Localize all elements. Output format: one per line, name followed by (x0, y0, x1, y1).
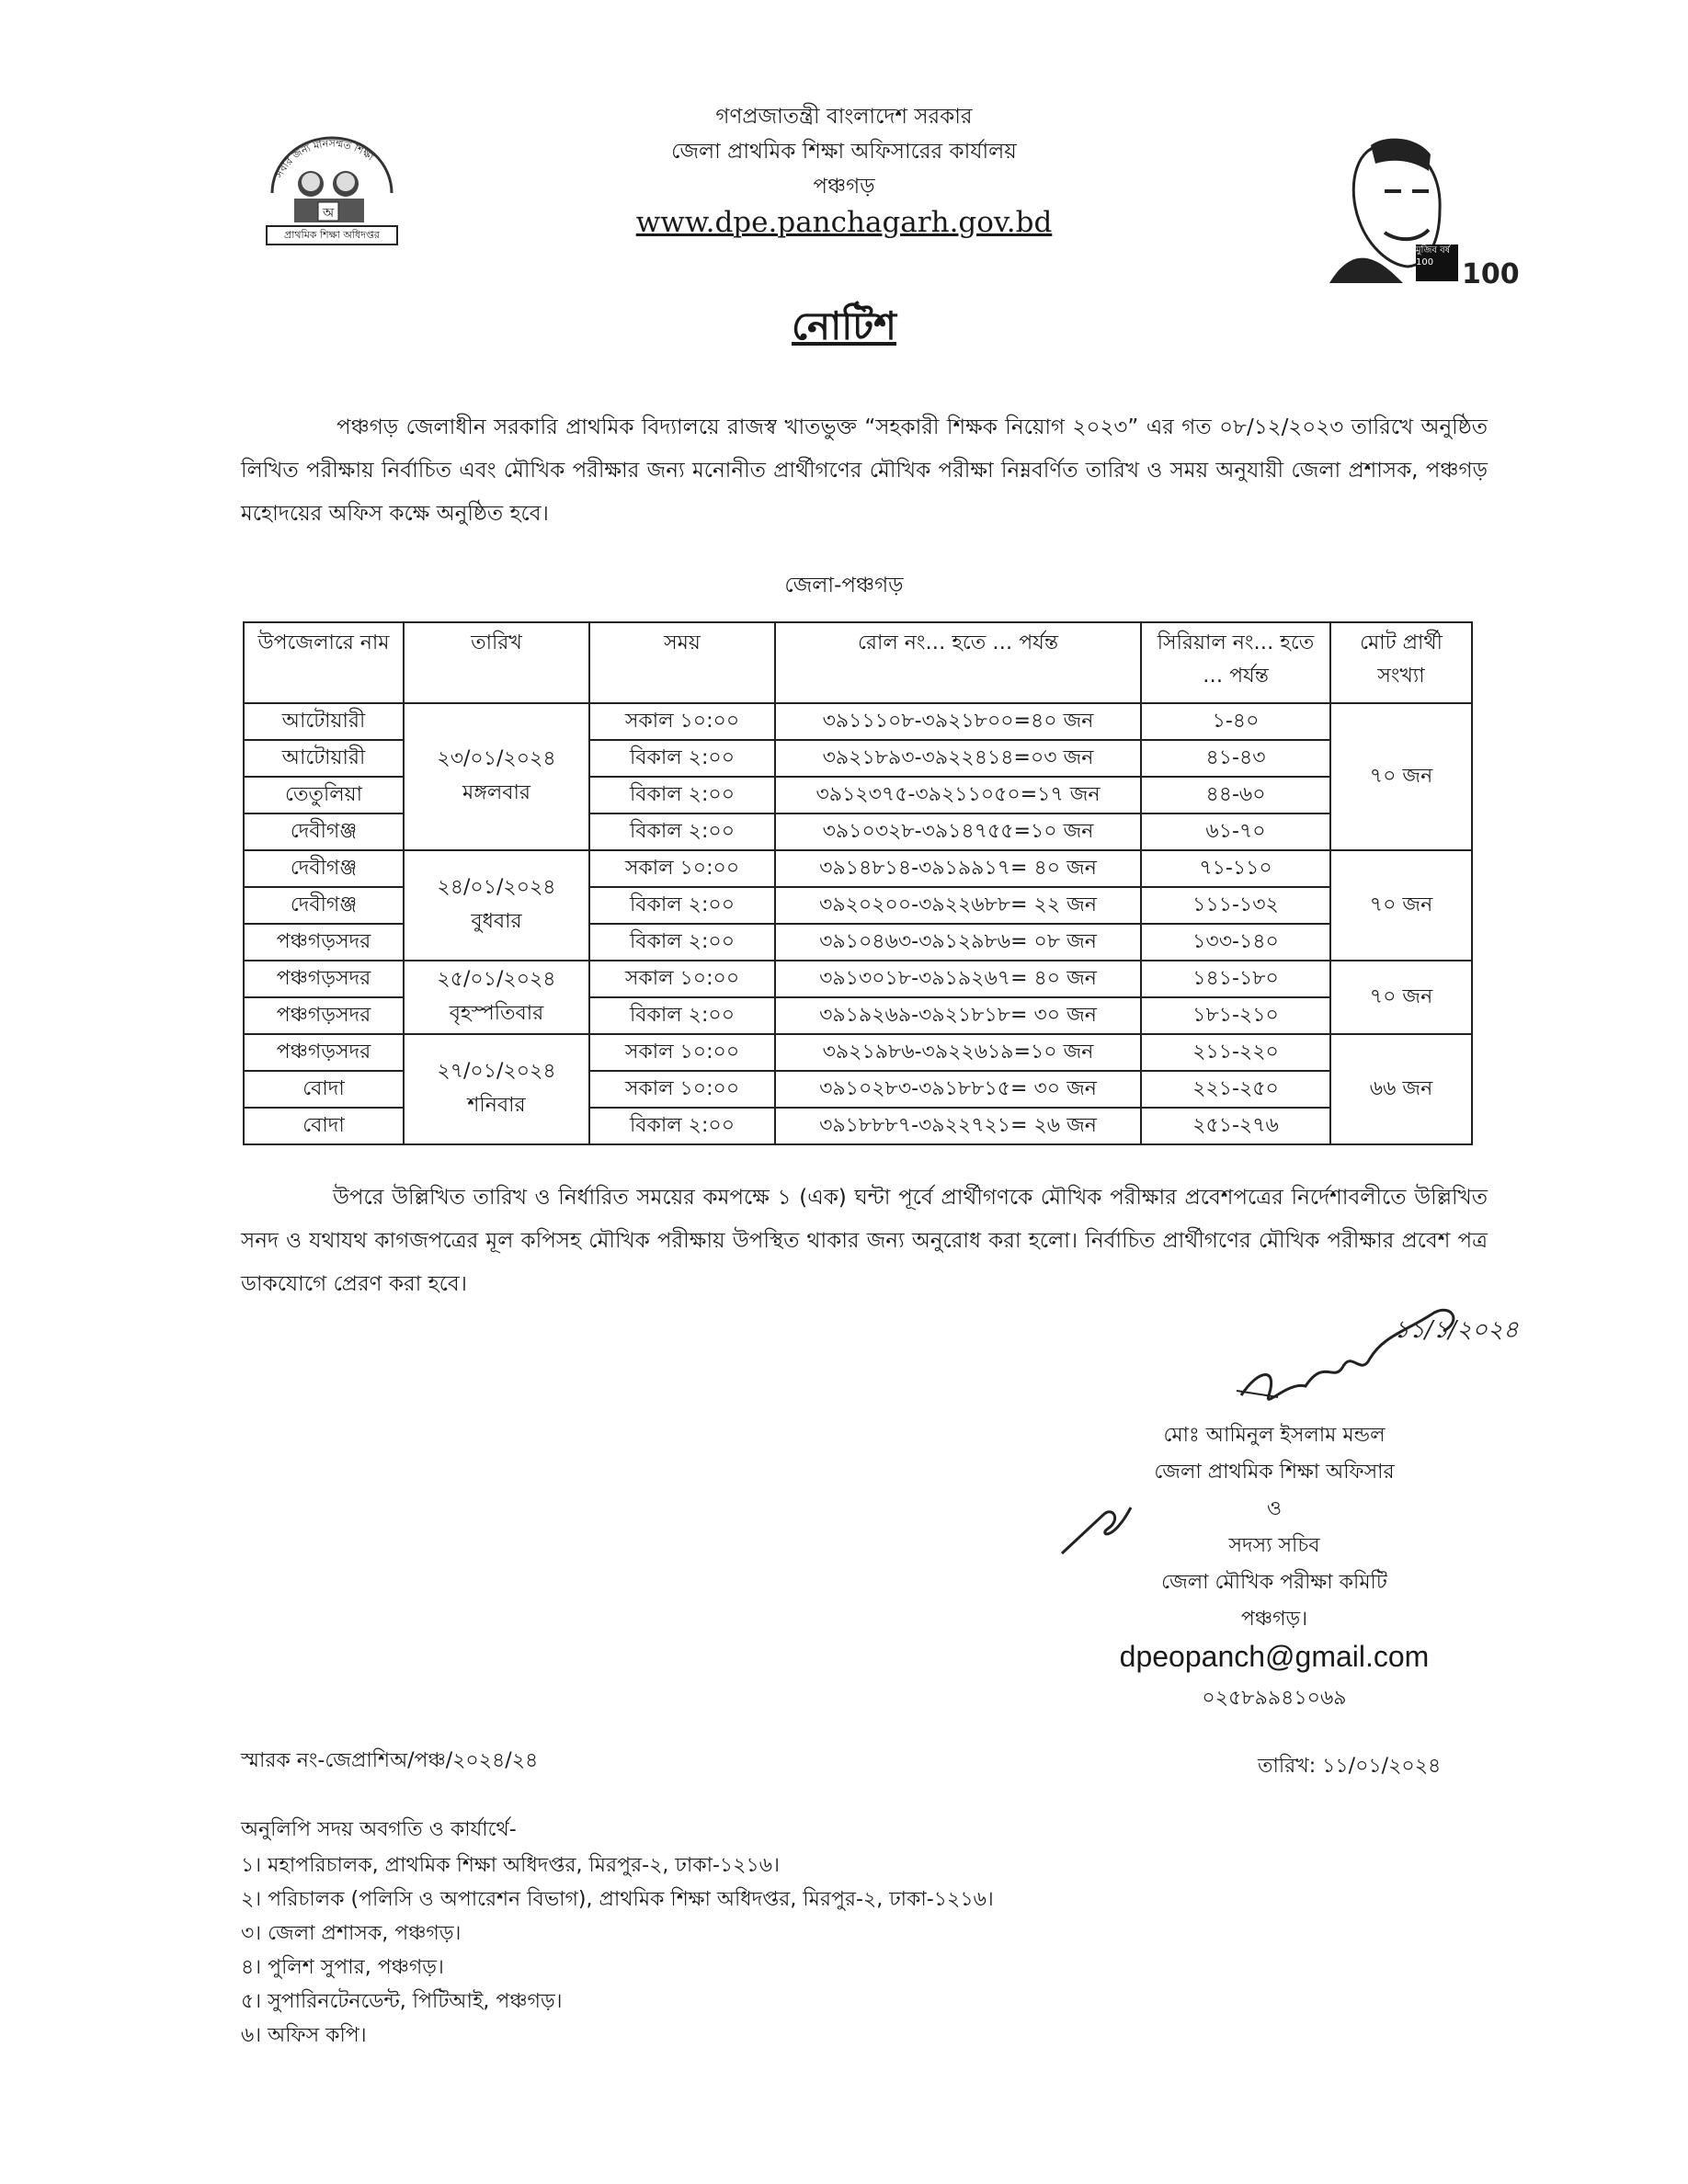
roll-cell: ৩৯১০৩২৮-৩৯১৪৭৫৫=১০ জন (775, 813, 1141, 850)
roll-cell: ৩৯২০২০০-৩৯২২৬৮৮= ২২ জন (775, 887, 1141, 924)
table-row (244, 703, 1472, 740)
upazila-cell: আটোয়ারী (244, 703, 404, 740)
total-cell: ৭০ জন (1330, 961, 1472, 1034)
date-value: ২৩/০১/২০২৪ (437, 747, 556, 770)
day-value: বৃহস্পতিবার (449, 1002, 544, 1025)
copy-list-item: ৪। পুলিশ সুপার, পঞ্চগড়। (241, 1956, 444, 1979)
time-cell: সকাল ১০:০০ (589, 850, 775, 887)
svg-text:সবার জন্য মানসম্মত শিক্ষা: সবার জন্য মানসম্মত শিক্ষা (273, 137, 376, 180)
date-value: ২৪/০১/২০২৪ (437, 876, 556, 899)
serial-cell: ২৫১-২৭৬ (1141, 1108, 1330, 1144)
day-value: মঙ্গলবার (462, 781, 530, 804)
district-label: জেলা-পঞ্চগড় (784, 574, 904, 597)
serial-cell: ৪৪-৬০ (1141, 777, 1330, 813)
instruction-paragraph: উপরে উল্লিখিত তারিখ ও নির্ধারিত সময়ের কমপক্ষে ১ (এক) ঘন্টা পূর্বে প্রার্থীগণকে মৌখিক পরীক্ষার প্রবেশপত্রের নির্দেশাবলীতে উল্লিখিত সনদ ও যথাযথ কাগজপত্রের মূল কপিসহ মৌখিক পরীক্ষায় উপস্থিত থাকার জন্য অনুরোধ করা হলো। নির্বাচিত প্রার্থীগণের মৌখিক পরীক্ষার প্রবেশ পত্র ডাকযোগে প্রেরণ করা হবে। (241, 1186, 1488, 1296)
government-name: গণপ্রজাতন্ত্রী বাংলাদেশ সরকার (715, 105, 973, 129)
table-row (244, 850, 1472, 887)
col-header-total: মোট প্রার্থী সংখ্যা (1330, 622, 1472, 703)
upazila-cell: দেবীগঞ্জ (244, 850, 404, 887)
contact-phone: ০২৫৮৯৯৪১০৬৯ (1202, 1687, 1347, 1710)
upazila-cell: পঞ্চগড়সদর (244, 1034, 404, 1071)
roll-cell: ৩৯২১৯৮৬-৩৯২২৬১৯=১০ জন (775, 1034, 1141, 1071)
time-cell: বিকাল ২:০০ (589, 740, 775, 777)
upazila-cell: পঞ্চগড়সদর (244, 924, 404, 961)
mujib-100-logo (1320, 127, 1520, 290)
roll-cell: ৩৯১৮৮৮৭-৩৯২২৭২১= ২৬ জন (775, 1108, 1141, 1144)
total-cell: ৭০ জন (1330, 703, 1472, 850)
time-cell: সকাল ১০:০০ (589, 1034, 775, 1071)
intro-paragraph: পঞ্চগড় জেলাধীন সরকারি প্রাথমিক বিদ্যালয়ে রাজস্ব খাতভুক্ত “সহকারী শিক্ষক নিয়োগ ২০২৩” এর গত ০৮/১২/২০২৩ তারিখে অনুষ্ঠিত লিখিত পরীক্ষায় নির্বাচিত এবং মৌখিক পরীক্ষার জন্য মনোনীত প্রার্থীগণের মৌখিক পরীক্ষা নিম্নবর্ণিত তারিখ ও সময় অনুযায়ী জেলা প্রশাসক, পঞ্চগড় মহোদয়ের অফিস কক্ষে অনুষ্ঠিত হবে। (241, 415, 1488, 526)
upazila-cell: বোদা (244, 1071, 404, 1108)
roll-cell: ৩৯১২৩৭৫-৩৯২১১০৫০=১৭ জন (775, 777, 1141, 813)
time-cell: বিকাল ২:০০ (589, 997, 775, 1034)
serial-cell: ৬১-৭০ (1141, 813, 1330, 850)
day-value: বুধবার (471, 910, 522, 933)
day-value: শনিবার (467, 1094, 526, 1117)
officer-designation: জেলা প্রাথমিক শিক্ষা অফিসার (1154, 1461, 1395, 1484)
time-cell: বিকাল ২:০০ (589, 777, 775, 813)
total-cell: ৬৬ জন (1330, 1034, 1472, 1144)
memo-date: তারিখ: ১১/০১/২০২৪ (1258, 1755, 1442, 1778)
office-location: পঞ্চগড় (813, 175, 875, 199)
serial-cell: ১৮১-২১০ (1141, 997, 1330, 1034)
copy-list-item: ৬। অফিস কপি। (241, 2024, 367, 2047)
upazila-cell: তেতুলিয়া (244, 777, 404, 813)
serial-cell: ১১১-১৩২ (1141, 887, 1330, 924)
dpe-logo (254, 129, 410, 248)
officer-role: সদস্য সচিব (1228, 1534, 1320, 1557)
website-link[interactable]: www.dpe.panchagarh.gov.bd (635, 206, 1053, 239)
serial-cell: ৭১-১১০ (1141, 850, 1330, 887)
schedule-table (243, 621, 1473, 1145)
total-cell: ৭০ জন (1330, 850, 1472, 961)
col-header-time: সময় (589, 622, 775, 703)
col-header-date: তারিখ (404, 622, 589, 703)
table-row (244, 961, 1472, 997)
date-cell (404, 961, 589, 1034)
copy-list-item: ২। পরিচালক (পলিসি ও অপারেশন বিভাগ), প্রাথমিক শিক্ষা অধিদপ্তর, মিরপুর-২, ঢাকা-১২১৬। (241, 1888, 994, 1911)
serial-cell: ১৪১-১৮০ (1141, 961, 1330, 997)
copy-list-item: ৫। সুপারিনটেনডেন্ট, পিটিআই, পঞ্চগড়। (241, 1990, 563, 2013)
and-conjunction: ও (1266, 1497, 1283, 1520)
serial-cell: ৪১-৪৩ (1141, 740, 1330, 777)
officer-place: পঞ্চগড়। (1240, 1608, 1308, 1631)
serial-cell: ২২১-২৫০ (1141, 1071, 1330, 1108)
office-name: জেলা প্রাথমিক শিক্ষা অফিসারের কার্যালয় (671, 140, 1017, 164)
date-cell (404, 703, 589, 850)
upazila-cell: দেবীগঞ্জ (244, 813, 404, 850)
time-cell: বিকাল ২:০০ (589, 1108, 775, 1144)
col-header-upazila: উপজেলারে নাম (244, 622, 404, 703)
upazila-cell: বোদা (244, 1108, 404, 1144)
table-row (244, 1034, 1472, 1071)
roll-cell: ৩৯১১১০৮-৩৯২১৮০০=৪০ জন (775, 703, 1141, 740)
committee-name: জেলা মৌখিক পরীক্ষা কমিটি (1161, 1571, 1387, 1594)
time-cell: সকাল ১০:০০ (589, 961, 775, 997)
upazila-cell: পঞ্চগড়সদর (244, 997, 404, 1034)
time-cell: সকাল ১০:০০ (589, 703, 775, 740)
date-cell (404, 1034, 589, 1144)
col-header-serial: সিরিয়াল নং… হতে … পর্যন্ত (1141, 622, 1330, 703)
roll-cell: ৩৯১৩০১৮-৩৯১৯২৬৭= ৪০ জন (775, 961, 1141, 997)
svg-text:100: 100 (1462, 258, 1520, 290)
dpe-logo-caption: প্রাথমিক শিক্ষা অধিদপ্তর (284, 229, 380, 241)
svg-text:অ: অ (322, 206, 335, 221)
col-header-roll: রোল নং… হতে … পর্যন্ত (775, 622, 1141, 703)
time-cell: বিকাল ২:০০ (589, 887, 775, 924)
date-value: ২৭/০১/২০২৪ (437, 1060, 556, 1083)
contact-email[interactable]: dpeopanch@gmail.com (1119, 1640, 1430, 1673)
serial-cell: ২১১-২২০ (1141, 1034, 1330, 1071)
signature-date: ১১/১/২০২৪ (1394, 1316, 1519, 1344)
serial-cell: ১-৪০ (1141, 703, 1330, 740)
date-value: ২৫/০১/২০২৪ (437, 968, 556, 991)
copy-list-item: ৩। জেলা প্রশাসক, পঞ্চগড়। (241, 1922, 462, 1945)
time-cell: বিকাল ২:০০ (589, 924, 775, 961)
serial-cell: ১৩৩-১৪০ (1141, 924, 1330, 961)
roll-cell: ৩৯১৪৮১৪-৩৯১৯৯১৭= ৪০ জন (775, 850, 1141, 887)
signature (1223, 1294, 1519, 1414)
roll-cell: ৩৯২১৮৯৩-৩৯২২৪১৪=০৩ জন (775, 740, 1141, 777)
notice-title: নোটিশ (791, 303, 897, 348)
mujib-logo-text: মুজিব বর্ষ 100 (1416, 245, 1451, 267)
upazila-cell: দেবীগঞ্জ (244, 887, 404, 924)
time-cell: সকাল ১০:০০ (589, 1071, 775, 1108)
roll-cell: ৩৯১৯২৬৯-৩৯২১৮১৮= ৩০ জন (775, 997, 1141, 1034)
memo-reference: স্মারক নং-জেপ্রাশিঅ/পঞ্চ/২০২৪/২৪ (241, 1749, 539, 1772)
date-cell (404, 850, 589, 961)
schedule-table-wrapper (243, 621, 1473, 1145)
roll-cell: ৩৯১০২৮৩-৩৯১৮৮১৫= ৩০ জন (775, 1071, 1141, 1108)
roll-cell: ৩৯১০৪৬৩-৩৯১২৯৮৬= ০৮ জন (775, 924, 1141, 961)
time-cell: বিকাল ২:০০ (589, 813, 775, 850)
copy-list-item: ১। মহাপরিচালক, প্রাথমিক শিক্ষা অধিদপ্তর, মিরপুর-২, ঢাকা-১২১৬। (241, 1854, 780, 1877)
upazila-cell: আটোয়ারী (244, 740, 404, 777)
upazila-cell: পঞ্চগড়সদর (244, 961, 404, 997)
officer-name: মোঃ আমিনুল ইসলাম মন্ডল (1163, 1424, 1386, 1447)
copies-heading: অনুলিপি সদয় অবগতি ও কার্যার্থে- (241, 1818, 517, 1841)
